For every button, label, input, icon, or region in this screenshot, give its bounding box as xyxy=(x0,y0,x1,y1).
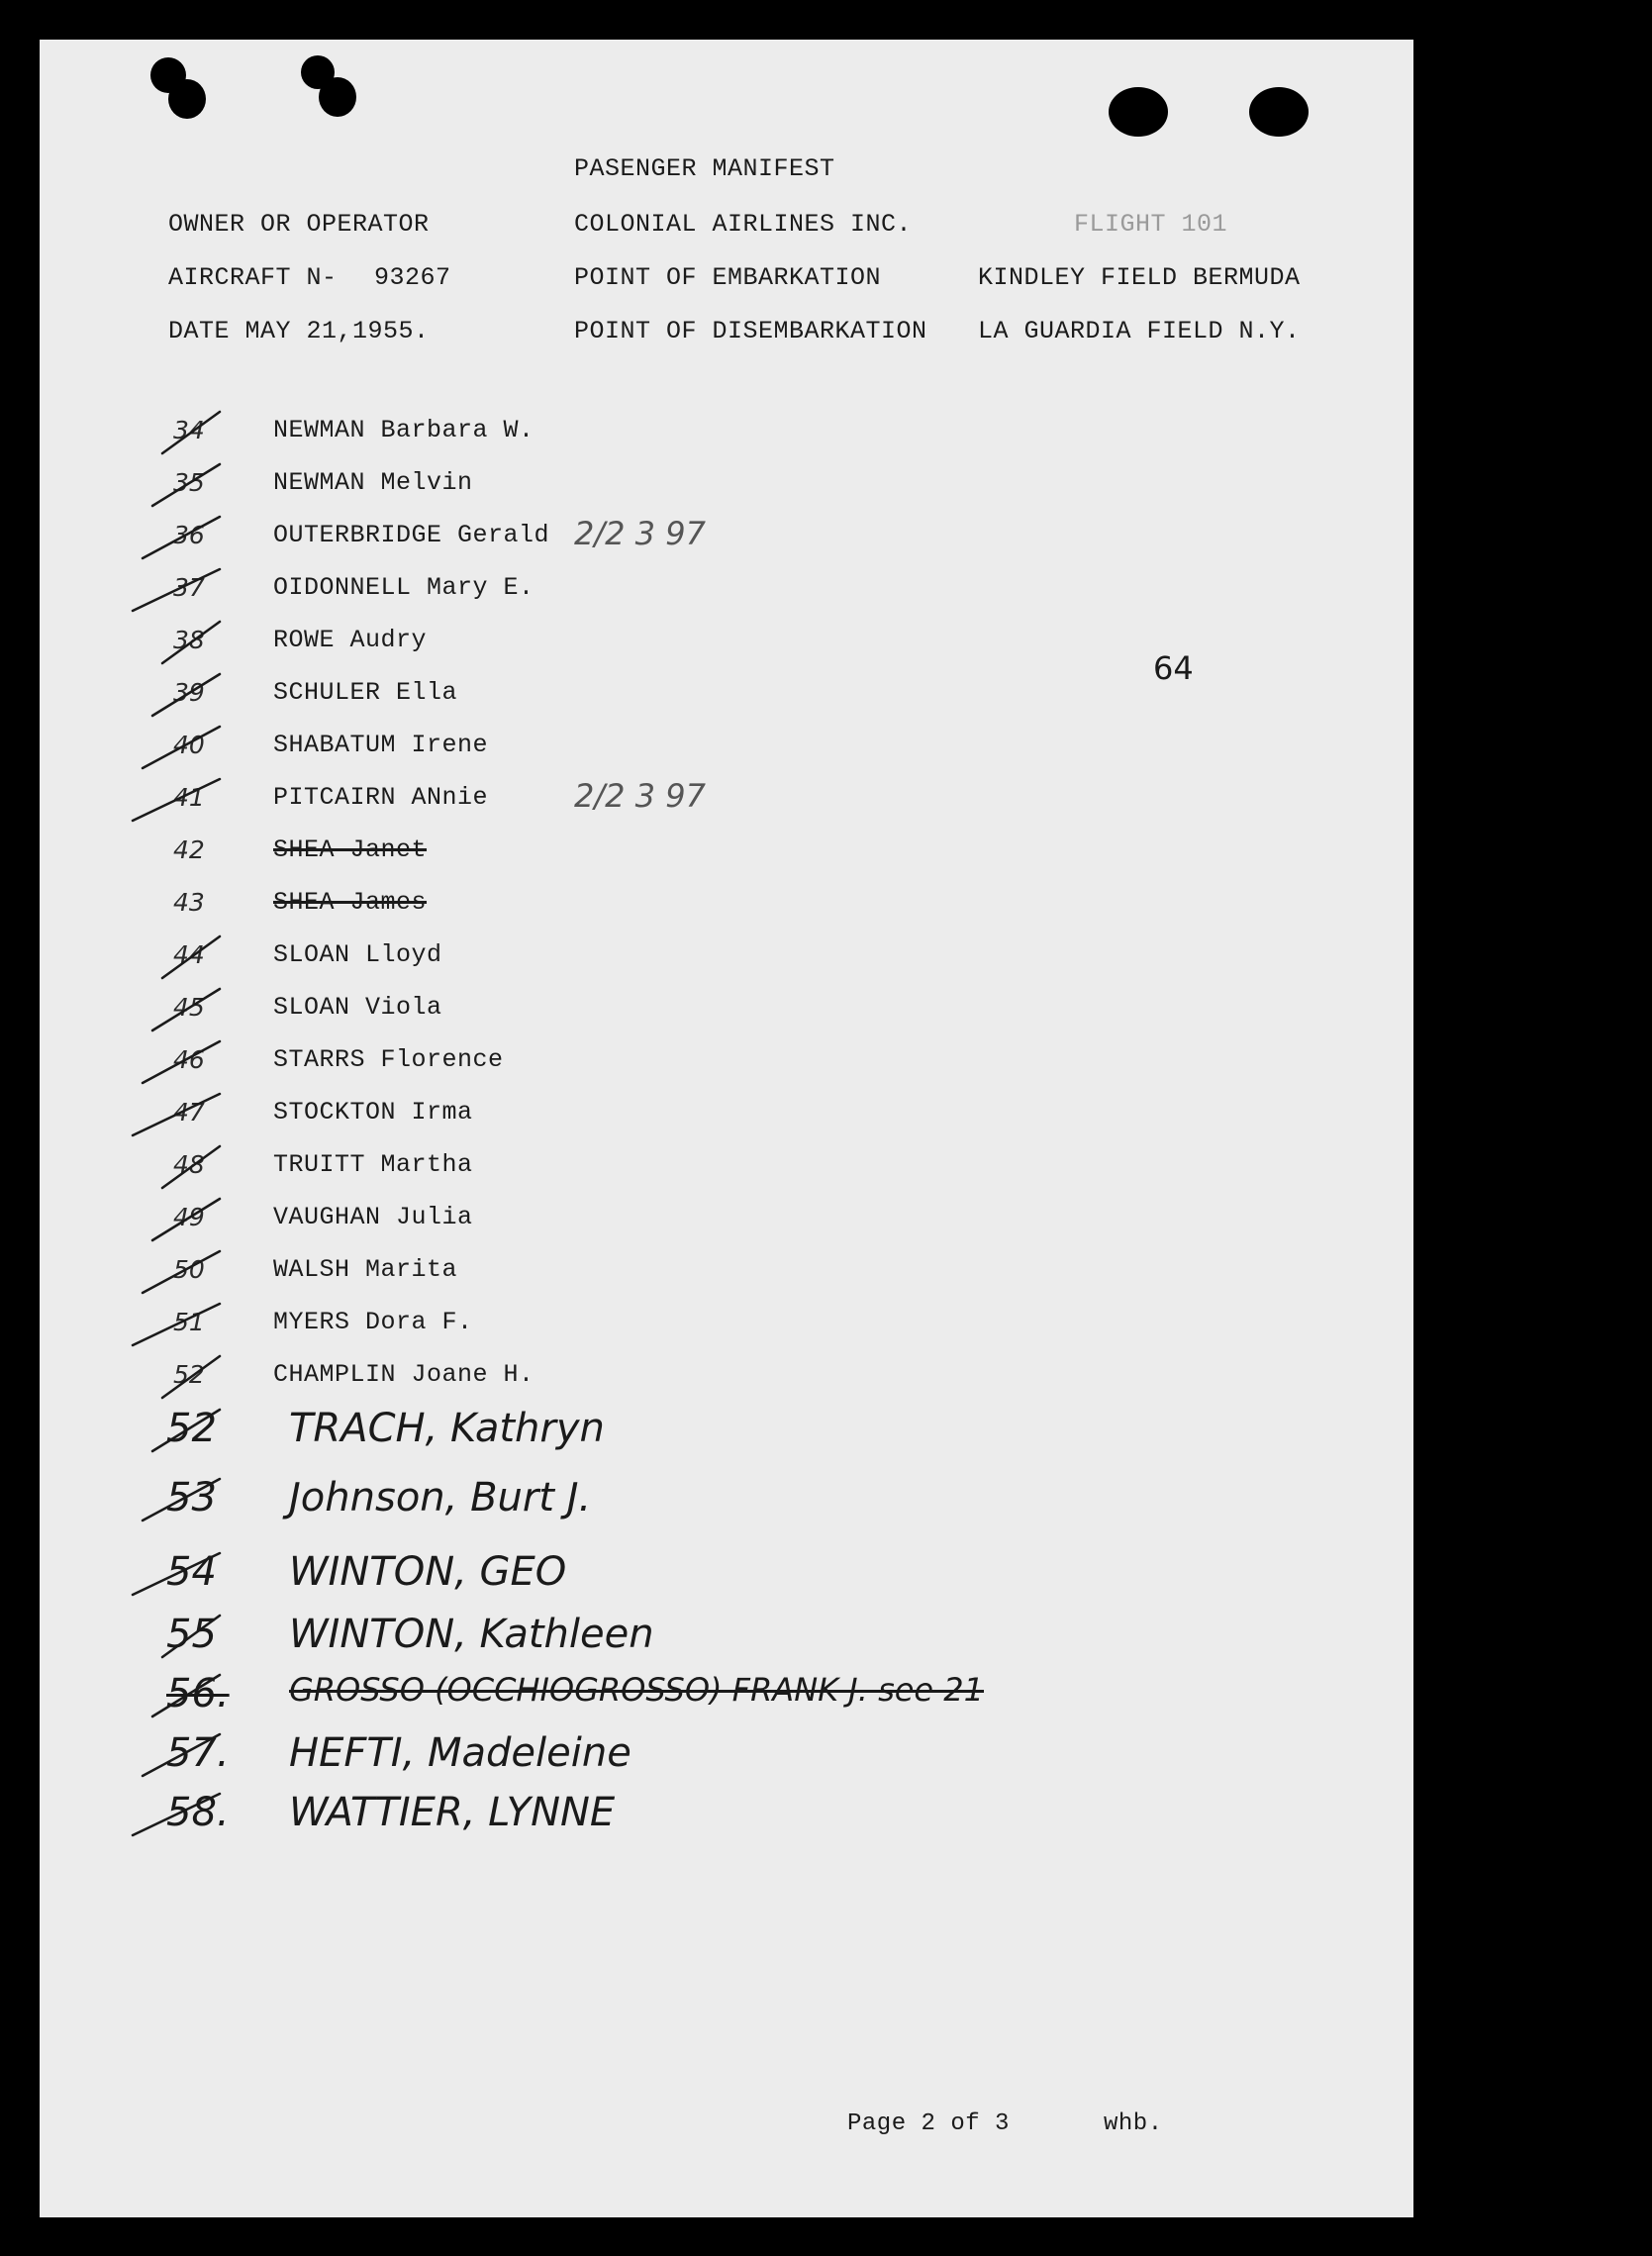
handwritten-passenger-name: WINTON, Kathleen xyxy=(289,1612,654,1657)
aircraft-label: AIRCRAFT N- xyxy=(168,263,338,292)
punch-hole xyxy=(1249,87,1309,137)
passenger-number: 43 xyxy=(173,888,205,917)
passenger-number: 41 xyxy=(173,783,205,812)
handwritten-passenger-number: 52 xyxy=(166,1406,217,1451)
handwritten-passenger-name: TRACH, Kathryn xyxy=(289,1406,605,1451)
passenger-number: 40 xyxy=(173,731,205,759)
passenger-number: 47 xyxy=(173,1098,205,1127)
passenger-name: VAUGHAN Julia xyxy=(273,1203,473,1231)
passenger-name: STARRS Florence xyxy=(273,1045,504,1074)
passenger-number: 36 xyxy=(173,521,205,549)
passenger-name: ROWE Audry xyxy=(273,626,428,654)
handwritten-passenger-name: Johnson, Burt J. xyxy=(289,1475,592,1520)
passenger-name: TRUITT Martha xyxy=(273,1150,473,1179)
handwritten-passenger-number: 54 xyxy=(166,1549,217,1595)
page-number: Page 2 of 3 xyxy=(847,2110,1010,2137)
handwritten-passenger-number: 56. xyxy=(166,1671,230,1717)
typist-initials: whb. xyxy=(1104,2110,1163,2137)
punch-hole xyxy=(168,79,206,119)
passenger-name: OIDONNELL Mary E. xyxy=(273,573,534,602)
handwritten-note: 2/2 3 97 xyxy=(574,515,706,552)
handwritten-passenger-number: 55 xyxy=(166,1612,217,1657)
passenger-name: SCHULER Ella xyxy=(273,678,458,707)
passenger-name: SHABATUM Irene xyxy=(273,731,489,759)
owner-value: COLONIAL AIRLINES INC. xyxy=(574,210,913,239)
margin-note: 64 xyxy=(1153,649,1194,687)
manifest-title: PASENGER MANIFEST xyxy=(574,154,835,183)
passenger-number: 51 xyxy=(173,1308,205,1336)
flight-number: FLIGHT 101 xyxy=(1074,210,1228,239)
handwritten-passenger-number: 58. xyxy=(166,1790,230,1835)
passenger-name: WALSH Marita xyxy=(273,1255,458,1284)
handwritten-note: 2/2 3 97 xyxy=(574,777,706,815)
passenger-name: SLOAN Lloyd xyxy=(273,940,442,969)
passenger-number: 52 xyxy=(173,1360,205,1389)
punch-hole xyxy=(319,77,356,117)
passenger-name: SLOAN Viola xyxy=(273,993,442,1022)
passenger-number: 42 xyxy=(173,835,205,864)
manifest-date: DATE MAY 21,1955. xyxy=(168,317,430,345)
passenger-name: STOCKTON Irma xyxy=(273,1098,473,1127)
handwritten-passenger-number: 57. xyxy=(166,1730,230,1776)
embark-value: KINDLEY FIELD BERMUDA xyxy=(978,263,1301,292)
handwritten-passenger-number: 53 xyxy=(166,1475,217,1520)
passenger-number: 44 xyxy=(173,940,205,969)
passenger-number: 46 xyxy=(173,1045,205,1074)
passenger-name: NEWMAN Melvin xyxy=(273,468,473,497)
passenger-number: 48 xyxy=(173,1150,205,1179)
embark-label: POINT OF EMBARKATION xyxy=(574,263,882,292)
passenger-number: 38 xyxy=(173,626,205,654)
handwritten-passenger-name: GROSSO (OCCHIOGROSSO) FRANK J. see 21 xyxy=(289,1671,984,1709)
passenger-name: SHEA Janet xyxy=(273,835,428,864)
passenger-number: 49 xyxy=(173,1203,205,1231)
handwritten-passenger-name: WATTIER, LYNNE xyxy=(289,1790,616,1835)
passenger-name: CHAMPLIN Joane H. xyxy=(273,1360,534,1389)
passenger-number: 39 xyxy=(173,678,205,707)
passenger-number: 34 xyxy=(173,416,205,444)
passenger-number: 45 xyxy=(173,993,205,1022)
passenger-name: SHEA James xyxy=(273,888,428,917)
handwritten-passenger-name: WINTON, GEO xyxy=(289,1549,567,1595)
passenger-name: OUTERBRIDGE Gerald xyxy=(273,521,550,549)
disembark-label: POINT OF DISEMBARKATION xyxy=(574,317,927,345)
aircraft-value: 93267 xyxy=(374,263,451,292)
manifest-page xyxy=(40,40,1413,2217)
handwritten-passenger-name: HEFTI, Madeleine xyxy=(289,1730,632,1776)
passenger-name: MYERS Dora F. xyxy=(273,1308,473,1336)
passenger-number: 37 xyxy=(173,573,205,602)
passenger-number: 50 xyxy=(173,1255,205,1284)
punch-hole xyxy=(1109,87,1168,137)
passenger-name: PITCAIRN ANnie xyxy=(273,783,489,812)
disembark-value: LA GUARDIA FIELD N.Y. xyxy=(978,317,1301,345)
passenger-number: 35 xyxy=(173,468,205,497)
owner-label: OWNER OR OPERATOR xyxy=(168,210,430,239)
passenger-name: NEWMAN Barbara W. xyxy=(273,416,534,444)
